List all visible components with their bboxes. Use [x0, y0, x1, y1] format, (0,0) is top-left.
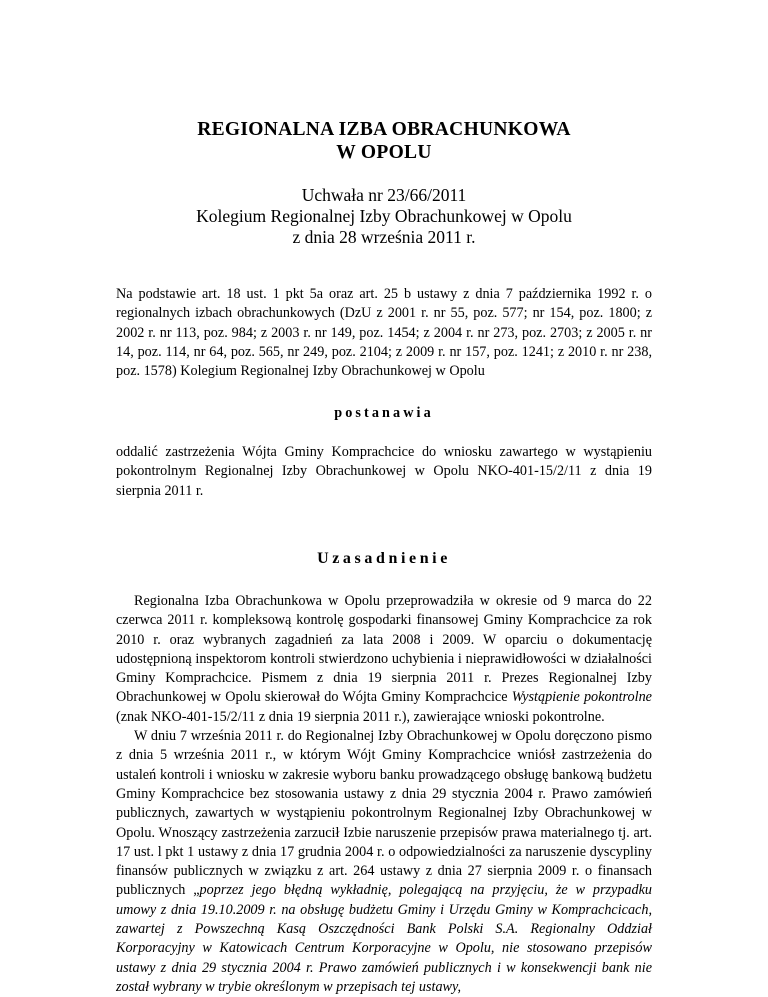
- institution-city: W OPOLU: [336, 142, 432, 163]
- decision-paragraph: oddalić zastrzeżenia Wójta Gminy Komprachcice do wniosku zawartego w wystąpieniu pokontrolnym Regionalnej Izby Obrachunkowej w Opolu NKO-401-15/2/11 z dnia 19 sierpnia 2011 r.: [116, 444, 652, 499]
- institution-header: [0, 118, 768, 164]
- paragraph-1-text-a: Regionalna Izba Obrachunkowa w Opolu przeprowadziła w okresie od 9 marca do 22 czerwca 2011 r. kompleksową kontrolę gospodarki finansowej Gminy Komprachcice za rok 2010 r. oraz wybranych zagadnień za lata 2008 i 2009. W oparciu o dokumentację udostępnioną inspektorom kontroli stwierdzono uchybienia i nieprawidłowości w działalności Gminy Komprachcice. Pismem z dnia 19 sierpnia 2011 r. Prezes Regionalnej Izby Obrachunkowej w Opolu skierował do Wójta Gminy Komprachcice: [116, 593, 652, 706]
- justification-title: Uzasadnienie: [317, 550, 451, 567]
- justification-paragraph-1: [116, 592, 652, 727]
- resolution-number: Uchwała nr 23/66/2011: [301, 185, 467, 205]
- resolution-date: z dnia 28 września 2011 r.: [292, 227, 476, 247]
- resolution-heading: [0, 185, 768, 248]
- justification-paragraph-2: [116, 727, 652, 997]
- legal-basis-paragraph: Na podstawie art. 18 ust. 1 pkt 5a oraz art. 25 b ustawy z dnia 7 października 1992 r. o regionalnych izbach obrachunkowych (DzU z 2001 r. nr 55, poz. 577; nr 154, poz. 1800; z 2002 r. nr 113, poz. 984; z 2003 r. nr 149, poz. 1454; z 2004 r. nr 273, poz. 2703; z 2005 r. nr 14, poz. 114, nr 64, poz. 565, nr 249, poz. 2104; z 2009 r. nr 157, poz. 1241; z 2010 r. nr 238, poz. 1578) Kolegium Regionalnej Izby Obrachunkowej w Opolu: [116, 286, 652, 380]
- paragraph-1-italic-title: Wystąpienie pokontrolne: [511, 689, 652, 706]
- decree-word: postanawia: [334, 405, 434, 421]
- paragraph-1-text-b: (znak NKO-401-15/2/11 z dnia 19 sierpnia 2011 r.), zawierające wnioski pokontrolne.: [116, 708, 605, 725]
- paragraph-2-italic-quote: poprzez jego błędną wykładnię, polegającą na przyjęciu, że w przypadku umowy z dnia 19.10.2009 r. na obsługę budżetu Gminy i Urzędu Gminy w Komprachcicach, zawartej z Powszechną Kasą Oszczędności Bank Polski S.A. Regionalny Oddział Korporacyjny w Katowicach Centrum Korporacyjne w Opolu, nie stosowano przepisów ustawy z dnia 29 stycznia 2004 r. Prawo zamówień publicznych i w konsekwencji bank nie został wybrany w trybie określonym w przepisach tej ustawy,: [116, 882, 652, 995]
- paragraph-2-text: W dniu 7 września 2011 r. do Regionalnej Izby Obrachunkowej w Opolu doręczono pismo z dnia 5 września 2011 r., w którym Wójt Gminy Komprachcice wniósł zastrzeżenia do ustaleń kontroli i wniosku w zakresie wyboru banku prowadzącego obsługę bankową budżetu Gminy Komprachcice bez stosowania ustawy z dnia 29 stycznia 2004 r. Prawo zamówień publicznych, zawartych w wystąpieniu pokontrolnym Regionalnej Izby Obrachunkowej w Opolu. Wnoszący zastrzeżenia zarzucił Izbie naruszenie przepisów prawa materialnego tj. art. 17 ust. l pkt 1 ustawy z dnia 17 grudnia 2004 r. o odpowiedzialności za naruszenie dyscypliny finansów publicznych w związku z art. 264 ustawy z dnia 27 sierpnia 2009 r. o finansach publicznych „: [116, 728, 652, 899]
- resolution-body: Kolegium Regionalnej Izby Obrachunkowej w Opolu: [196, 206, 572, 226]
- justification-body: [116, 592, 652, 997]
- institution-name: REGIONALNA IZBA OBRACHUNKOWA: [197, 119, 571, 140]
